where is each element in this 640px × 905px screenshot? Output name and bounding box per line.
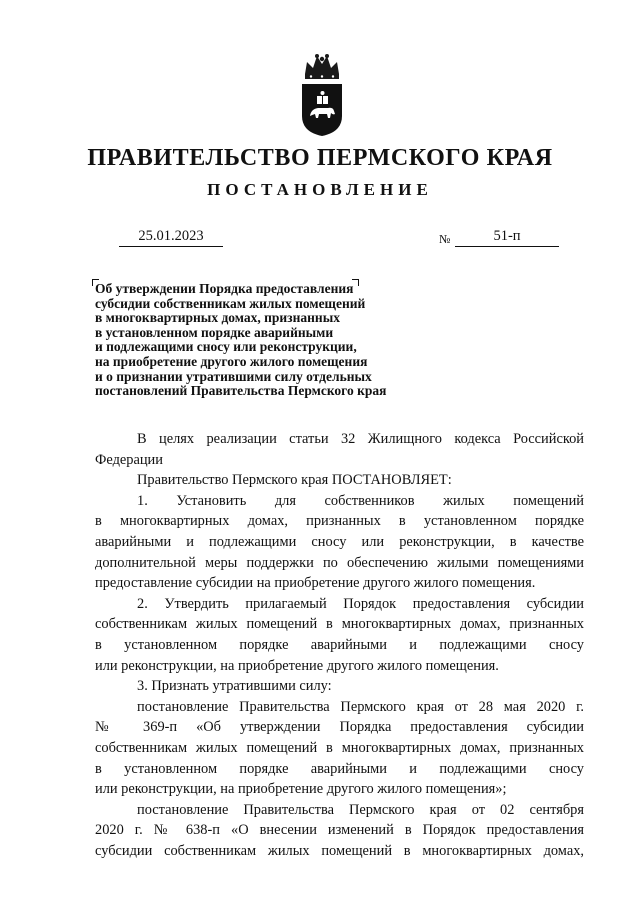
subject-line: субсидии собственникам жилых помещений [95,295,366,311]
body-line: 2. Утвердить прилагаемый Порядок предоставления субсидии [137,595,584,612]
body-line: в многоквартирных домах, признанных в установленном порядке [95,513,584,530]
document-type: ПОСТАНОВЛЕНИЕ [207,180,433,199]
subject-line: в установленном порядке аварийными [95,324,334,340]
number-sign: № [439,232,451,246]
document-body [95,429,584,861]
body-line: постановление Правительства Пермского края от 28 мая 2020 г. [137,698,584,715]
body-line: 1. Установить для собственников жилых помещений [137,492,584,509]
body-line: в установленном порядке аварийными и подлежащими сносу [95,636,584,653]
body-line: дополнительной меры поддержки по обеспечению жилыми помещениями [95,554,584,571]
subject-line: на приобретение другого жилого помещения [95,353,368,369]
document-date: 25.01.2023 [119,228,223,247]
body-line: Правительство Пермского края ПОСТАНОВЛЯЕТ: [137,472,452,489]
body-line: В целях реализации статьи 32 Жилищного кодекса Российской [137,431,584,447]
body-line: постановление Правительства Пермского края от 02 сентября [137,801,584,818]
subject-line: Об утверждении Порядка предоставления [95,281,354,296]
body-line: или реконструкции, на приобретение другого жилого помещения. [95,657,499,674]
body-line: собственникам жилых помещений в многоквартирных домах, признанных [95,616,584,633]
body-line: в установленном порядке аварийными и подлежащими сносу [95,760,584,777]
body-line: субсидии собственникам жилых помещений в многоквартирных домах, [95,842,584,859]
body-line: 3. Признать утратившими силу: [137,678,332,695]
body-line: аварийными и подлежащими сносу или реконструкции, в качестве [95,533,584,550]
subject-line: и о признании утратившими силу отдельных [95,368,372,384]
body-line: 2020 г. № 638-п «О внесении изменений в Порядок предоставления [95,822,584,839]
organization-title: ПРАВИТЕЛЬСТВО ПЕРМСКОГО КРАЯ [87,145,553,171]
body-line: № 369-п «Об утверждении Порядка предоставления субсидии [95,719,584,736]
body-line: предоставление субсидии на приобретение другого жилого помещения. [95,575,536,592]
document-subject [95,282,435,399]
body-line: или реконструкции, на приобретение другого жилого помещения»; [95,781,507,798]
subject-line: постановлений Правительства Пермского края [95,383,387,399]
subject-line: в многоквартирных домах, признанных [95,310,340,326]
document-number: 51-п [455,228,559,247]
body-line: собственникам жилых помещений в многоквартирных домах, признанных [95,739,584,756]
body-line: Федерации [95,451,163,468]
subject-line: и подлежащими сносу или реконструкции, [95,339,357,355]
perm-krai-coat-of-arms-icon [297,52,347,138]
